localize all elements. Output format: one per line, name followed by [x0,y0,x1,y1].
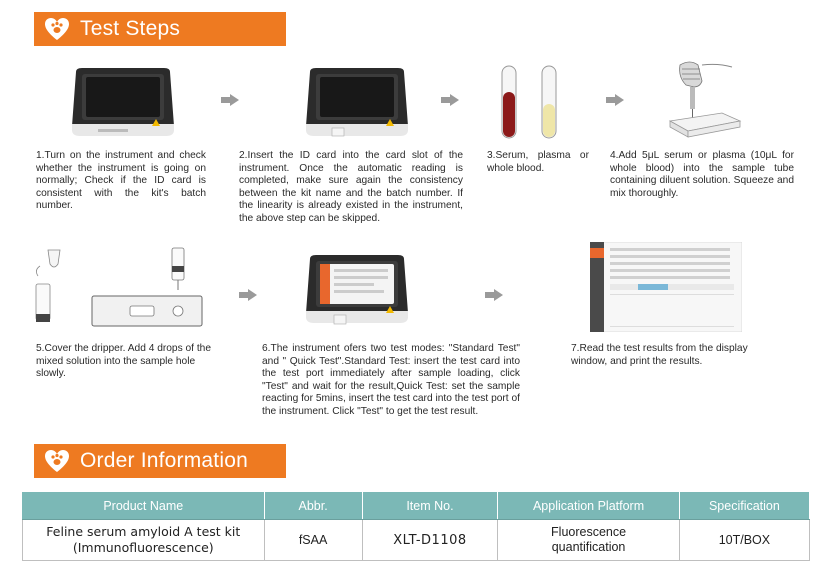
platform-line: quantification [551,540,626,554]
step-1-text: 1.Turn on the instrument and check whether the instrument is going on normally; Check if the ID card is consistent with the kit's batch number. [36,150,206,212]
analyzer-instrument-image [68,66,178,140]
order-table [22,491,810,561]
table-row [23,520,810,561]
section-title: Test Steps [80,17,181,40]
cell-abbr: fSAA [264,520,362,561]
step-4-text: 4.Add 5μL serum or plasma (10μL for whole blood) into the sample tube containing diluent solution. Squeeze and mix thoroughly. [610,150,794,199]
cell-product-name [23,520,265,561]
header-abbr: Abbr. [264,492,362,520]
paw-heart-logo-icon [44,16,70,42]
cell-item-no: XLT-D1108 [362,520,498,561]
table-header-row [23,492,810,520]
header-specification: Specification [679,492,809,520]
blood-sample-tubes-image [494,62,564,142]
header-application-platform: Application Platform [498,492,679,520]
cell-application-platform [498,520,679,561]
header-item-no: Item No. [362,492,498,520]
product-name-line: (Immunofluorescence) [72,540,214,555]
step-7-text: 7.Read the test results from the display window, and print the results. [571,343,748,367]
order-info-banner [34,444,286,478]
dripper-test-card-image [30,246,206,330]
header-product-name: Product Name [23,492,265,520]
step-5-text: 5.Cover the dripper. Add 4 drops of the mixed solution into the sample hole slowly. [36,343,211,380]
pipette-sample-image [660,55,746,141]
right-arrow-icon [441,94,459,106]
section-title: Order Information [80,449,248,472]
right-arrow-icon [239,289,257,301]
step-2-text: 2.Insert the ID card into the card slot of the instrument. Once the automatic reading is completed, make sure again the consistency between the kit name and the batch number. If the linearity is already existed in the instrument, the above step can be skipped. [239,150,463,224]
product-name-line: Feline serum amyloid A test kit [46,524,241,539]
analyzer-instrument-image [302,66,412,140]
result-display-screenshot-image [590,242,742,332]
right-arrow-icon [485,289,503,301]
test-steps-banner [34,12,286,46]
right-arrow-icon [606,94,624,106]
analyzer-instrument-image [302,253,412,329]
cell-specification: 10T/BOX [679,520,809,561]
right-arrow-icon [221,94,239,106]
step-3-text: 3.Serum, plasma or whole blood. [487,150,589,174]
step-6-text: 6.The instrument ofers two test modes: "Standard Test" and " Quick Test".Standard Test: insert the test card into the test port immediately after sample loading, click "Test" and wait for the result,Quick Test: set the sample reacting for 5mins, insert the test card into the test port of the instrument. Click "Test" to get the test result. [262,343,520,417]
paw-heart-logo-icon [44,448,70,474]
platform-line: Fluorescence [551,525,627,539]
